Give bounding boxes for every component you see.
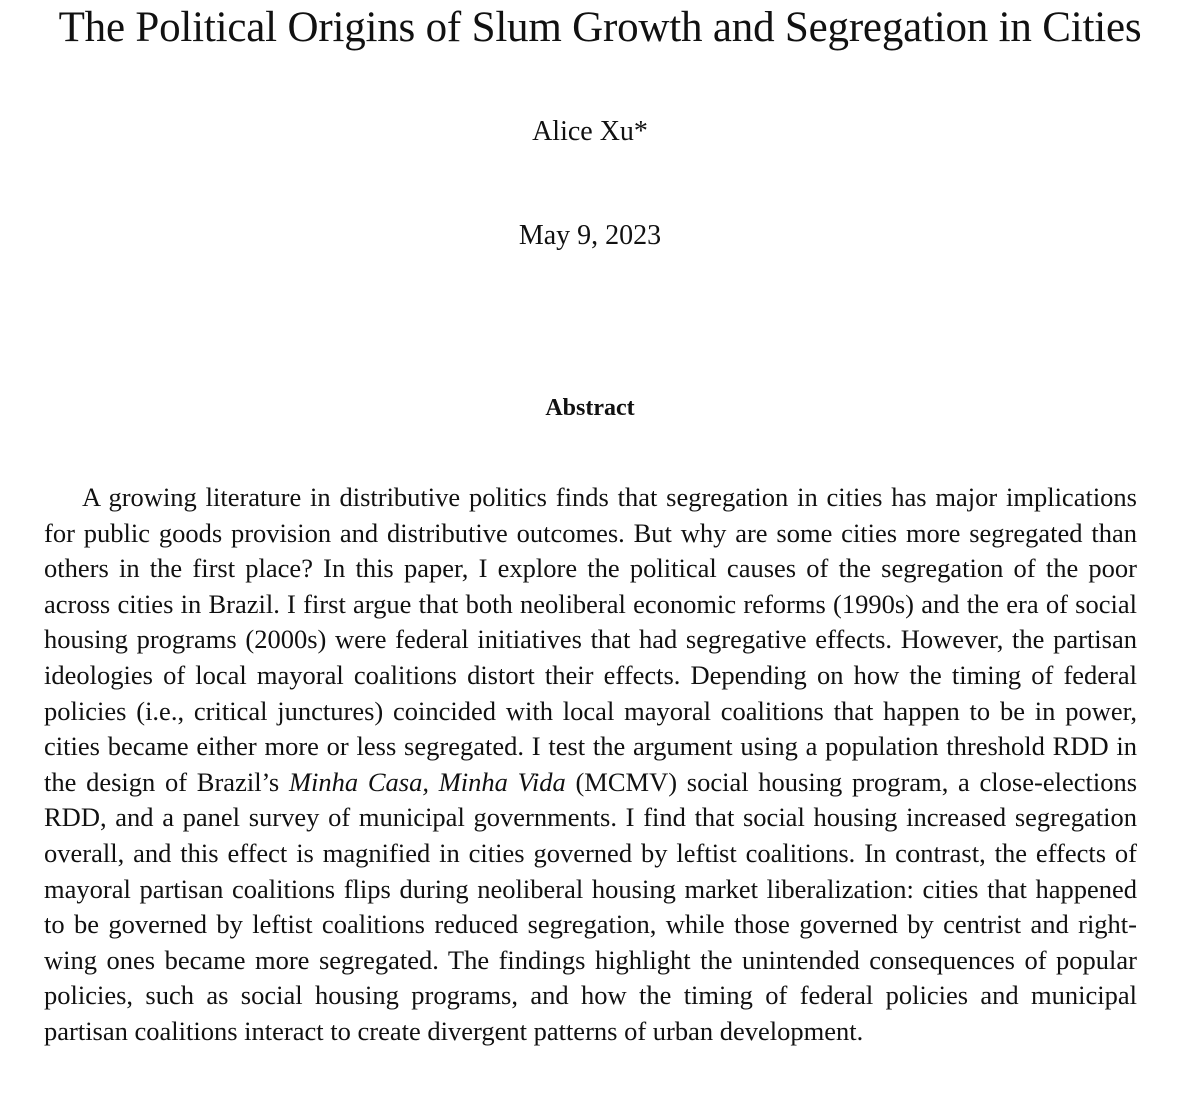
abstract-body — [44, 480, 1137, 1050]
program-name-italic: Minha Casa, Minha Vida — [288, 766, 566, 797]
abstract-heading: Abstract — [545, 395, 635, 421]
paper-date: May 9, 2023 — [518, 220, 662, 251]
paper-title: The Political Origins of Slum Growth and Segregation in Cities — [58, 4, 1142, 51]
abstract-text-part-1: A growing literature in distributive politics finds that segregation in cities has major implications for public goods provision and distributive outcomes. But why are some cities more segregated than others in the first place? In this paper, I explore the political causes of the segregation of the poor across cities in Brazil. I first argue that both neoliberal economic reforms (1990s) and the era of social housing programs (2000s) were federal initiatives that had segregative effects. However, the partisan ideologies of local mayoral coalitions distort their effects. Depending on how the timing of federal policies (i.e., critical junctures) coincided with local mayoral coalitions that happen to be in power, cities became either more or less segregated. I test the argument using a population threshold RDD in the design of Brazil’s — [44, 482, 1137, 797]
paper-author: Alice Xu* — [532, 116, 648, 147]
abstract-text-part-2: (MCMV) social housing program, a close-elections RDD, and a panel survey of municipal governments. I find that social housing increased segregation overall, and this effect is magnified in cities governed by leftist coalitions. In contrast, the effects of mayoral partisan coalitions flips during neoliberal housing market liberalization: cities that happened to be governed by leftist coalitions reduced segregation, while those governed by centrist and right-wing ones became more segregated. The findings highlight the unintended consequences of popular policies, such as social housing programs, and how the timing of federal policies and municipal partisan coalitions interact to create divergent patterns of urban development. — [44, 766, 1138, 1046]
